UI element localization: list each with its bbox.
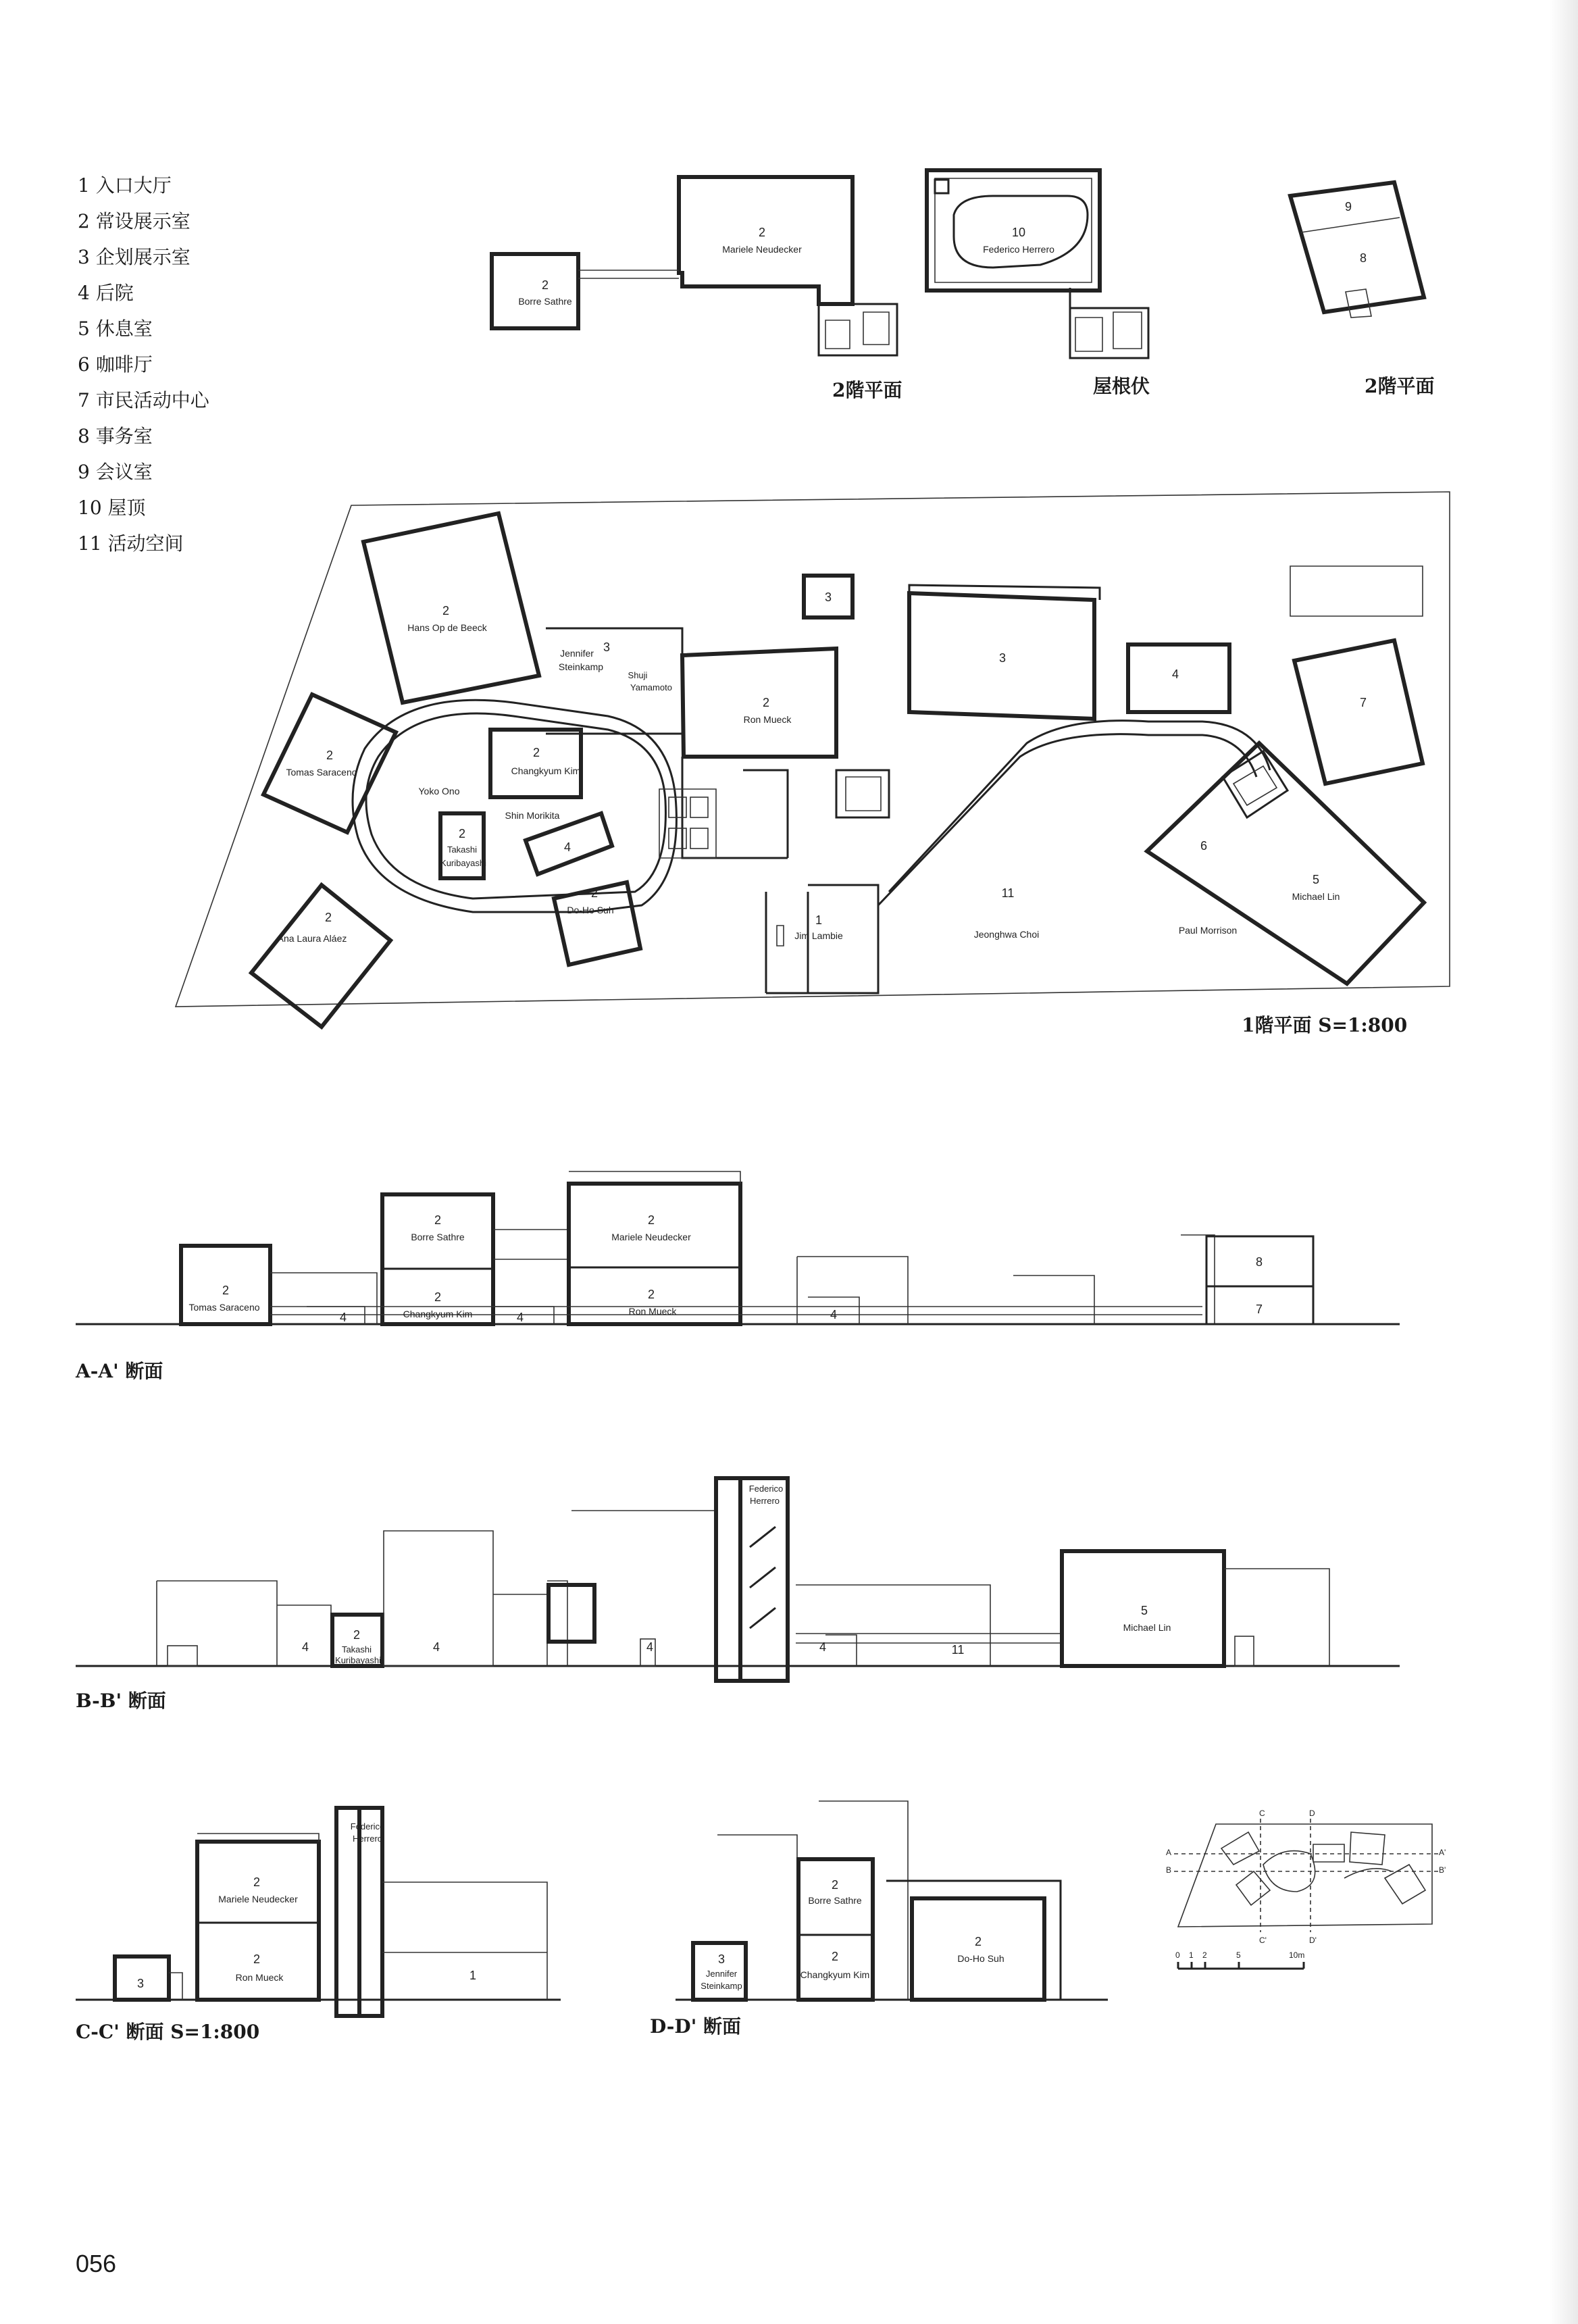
room-number: 7 [1255, 1303, 1263, 1316]
artist-label: Changkyum Kim [511, 765, 581, 776]
legend-item: 11 活动空间 [78, 532, 184, 555]
scale-tick-label: 2 [1202, 1950, 1207, 1960]
section-marker: B [1166, 1865, 1172, 1875]
room-number: 2 [253, 1952, 261, 1966]
artist-label: Herrero [749, 1496, 780, 1506]
room-number: 2 [458, 827, 466, 840]
section-marker: B' [1439, 1865, 1446, 1875]
room-number: 2 [253, 1875, 261, 1889]
artist-label: Takashi [447, 844, 478, 855]
artist-label: Mariele Neudecker [611, 1232, 691, 1242]
artist-label: Borre Sathre [411, 1232, 465, 1242]
room-number: 4 [301, 1640, 309, 1654]
first-floor-plan [176, 492, 1450, 1027]
artist-label: Shuji [628, 670, 648, 680]
room-number: 2 [831, 1950, 839, 1963]
caption-section-b: B-B' 断面 [76, 1690, 166, 1712]
artist-label: Mariele Neudecker [218, 1894, 298, 1904]
scale-tick-label: 0 [1175, 1950, 1180, 1960]
section-a [76, 1171, 1400, 1324]
artist-label: Borre Sathre [518, 296, 572, 307]
room-number: 2 [434, 1213, 442, 1227]
section-marker: D' [1309, 1936, 1317, 1945]
scale-tick-label: 5 [1236, 1950, 1241, 1960]
room-number: 2 [758, 226, 766, 239]
room-number: 2 [647, 1288, 655, 1301]
room-number: 2 [353, 1628, 361, 1642]
artist-label: Do-Ho Suh [567, 905, 614, 915]
section-marker: C' [1259, 1936, 1267, 1945]
legend-item: 5 休息室 [78, 318, 153, 340]
page-number: 056 [76, 2250, 117, 2277]
scale-tick-label: 10m [1289, 1950, 1305, 1960]
legend-item: 7 市民活动中心 [78, 389, 209, 411]
scale-tick-label: 1 [1189, 1950, 1194, 1960]
artist-label: Michael Lin [1123, 1622, 1171, 1633]
caption-roof: 屋根伏 [1093, 375, 1150, 397]
room-number: 11 [1001, 886, 1015, 900]
roof-plan [927, 170, 1148, 358]
room-number: 4 [830, 1308, 838, 1321]
legend-item: 1 入口大厅 [78, 174, 172, 197]
room-number: 2 [590, 886, 599, 900]
artist-label: Tomas Saraceno [188, 1302, 260, 1313]
room-number: 4 [646, 1640, 654, 1654]
artist-label: Kuribayashi [440, 858, 486, 868]
artist-label: Federico [350, 1821, 385, 1832]
artist-label: Mariele Neudecker [722, 244, 802, 255]
caption-section-d: D-D' 断面 [650, 2015, 742, 2038]
room-number: 4 [516, 1311, 524, 1324]
room-number: 2 [442, 604, 450, 617]
room-number: 2 [831, 1878, 839, 1892]
artist-label: Ron Mueck [628, 1306, 677, 1317]
artist-label: Yoko Ono [418, 786, 460, 797]
room-number: 5 [1312, 873, 1320, 886]
section-c [76, 1808, 561, 2016]
room-number: 11 [951, 1643, 965, 1657]
artist-label: Ana Laura Aláez [277, 933, 347, 944]
room-number: 5 [1140, 1604, 1148, 1617]
artist-label: Takashi [341, 1644, 372, 1654]
room-number: 2 [324, 911, 332, 924]
artist-label: Hans Op de Beeck [407, 622, 487, 633]
room-number: 1 [815, 913, 823, 927]
room-number: 8 [1255, 1255, 1263, 1269]
legend-item: 2 常设展示室 [78, 210, 190, 232]
artist-label: Steinkamp [558, 661, 604, 672]
room-number: 4 [1171, 667, 1179, 681]
room-number: 4 [563, 840, 571, 854]
room-number: 10 [1011, 226, 1026, 239]
artist-label: Jeonghwa Choi [973, 929, 1040, 940]
artist-label: Kuribayashi [335, 1655, 381, 1665]
room-number: 4 [819, 1640, 827, 1654]
caption-section-c: C-C' 断面 S=1:800 [76, 2021, 260, 2043]
artist-label: Shin Morikita [505, 810, 560, 821]
room-number: 4 [432, 1640, 440, 1654]
artist-label: Changkyum Kim [403, 1309, 473, 1319]
legend-item: 8 事务室 [78, 425, 153, 447]
legend-item: 10 屋顶 [78, 497, 146, 519]
section-marker: A [1166, 1848, 1172, 1857]
room-number: 3 [824, 590, 832, 604]
section-marker: A' [1439, 1848, 1446, 1857]
room-number: 2 [541, 278, 549, 292]
scale-bar [1175, 1950, 1304, 1969]
caption-section-a: A-A' 断面 [76, 1360, 163, 1382]
room-number: 3 [136, 1977, 145, 1990]
section-marker: C [1259, 1809, 1265, 1818]
key-map [1166, 1809, 1446, 1945]
room-number: 2 [222, 1284, 230, 1297]
artist-label: Yamamoto [630, 682, 672, 692]
artist-label: Ron Mueck [235, 1972, 284, 1983]
second-floor-plan-right [1290, 182, 1424, 318]
section-b [76, 1478, 1400, 1681]
artist-label: Herrero [352, 1834, 383, 1844]
room-number: 7 [1359, 696, 1367, 709]
artist-label: Ron Mueck [743, 714, 792, 725]
legend-item: 6 咖啡厅 [78, 353, 153, 376]
caption-first-floor: 1階平面 S=1:800 [1242, 1014, 1408, 1036]
room-number: 2 [762, 696, 770, 709]
caption-second-floor-left: 2階平面 [832, 379, 902, 401]
room-number: 3 [998, 651, 1007, 665]
legend-item: 9 会议室 [78, 461, 153, 483]
artist-label: Jennifer [705, 1969, 738, 1979]
legend-item: 3 企划展示室 [78, 246, 190, 268]
section-d [676, 1801, 1108, 2000]
caption-second-floor-right: 2階平面 [1365, 375, 1435, 397]
artist-label: Borre Sathre [808, 1895, 862, 1906]
artist-label: Jim Lambie [794, 930, 843, 941]
room-number: 2 [647, 1213, 655, 1227]
room-number: 3 [717, 1952, 726, 1966]
artist-label: Changkyum Kim [800, 1969, 870, 1980]
room-number: 6 [1200, 839, 1208, 853]
room-number: 2 [434, 1290, 442, 1304]
room-number: 9 [1344, 200, 1352, 213]
artist-label: Steinkamp [701, 1981, 742, 1991]
artist-label: Michael Lin [1292, 891, 1340, 902]
room-number: 1 [469, 1969, 477, 1982]
artist-label: Tomas Saraceno [286, 767, 357, 778]
room-number: 3 [603, 640, 611, 654]
room-number: 2 [974, 1935, 982, 1948]
room-number: 2 [532, 746, 540, 759]
room-number: 2 [326, 749, 334, 762]
artist-label: Paul Morrison [1178, 925, 1238, 936]
second-floor-plan-left [492, 177, 897, 355]
artist-label: Federico [748, 1484, 784, 1494]
room-number: 8 [1359, 251, 1367, 265]
artist-label: Jennifer [560, 648, 594, 659]
room-number: 4 [339, 1311, 347, 1324]
legend-item: 4 后院 [78, 282, 134, 304]
section-marker: D [1309, 1809, 1315, 1818]
artist-label: Federico Herrero [983, 244, 1054, 255]
artist-label: Do-Ho Suh [957, 1953, 1004, 1964]
